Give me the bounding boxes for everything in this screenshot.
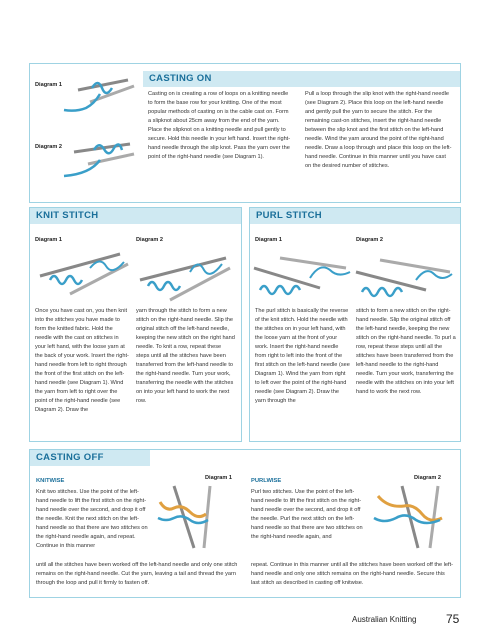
diagram-2-label: Diagram 2 xyxy=(35,144,63,150)
knit-stitch-title: KNIT STITCH xyxy=(36,210,99,221)
knit-stitch-diagrams xyxy=(30,228,241,318)
purl-stitch-title: PURL STITCH xyxy=(256,210,322,221)
knitwise-heading: KNITWISE xyxy=(36,478,65,484)
casting-off-title-bar xyxy=(30,450,150,466)
knit-stitch-title-bar xyxy=(30,208,241,224)
diagram-1-label: Diagram 1 xyxy=(35,82,63,88)
purl-diagram-2-label: Diagram 2 xyxy=(356,237,384,243)
purlwise-diagram xyxy=(368,482,458,552)
knitwise-text: Knit two stitches. Use the point of the left-hand needle to lift the first stitch on the right-hand needle over the second, and drop it off the needle. Knit the next stitch on the left-hand needle so that there are two stitches on the right-hand needle again, and repeat. Continue in this manner xyxy=(36,489,148,549)
purl-stitch-col1: The purl stitch is basically the reverse of the knit stitch. Hold the needle with the stitches on in your left hand, with the loose yarn at the front of your work. Insert the right-hand needle from right to left into the front of the first stitch on the left-hand needle (see Diagram 1). Wind the yarn from right to left over the point of the right-hand needle (see Diagram 2). Draw the yarn through the xyxy=(255,308,350,404)
casting-on-col2: Pull a loop through the slip knot with the right-hand needle (see Diagram 2). Place this loop on the left-hand needle and gently pull the yarn to secure the stitch. For the remaining cast-on stitches, insert the right-hand needle between the slip knot and the first stitch on the left-hand needle. Wind the yarn around the point of the right-hand needle. Draw a loop through and place this loop on the left-hand needle. Continue in this manner until you have cast on the desired number of stitches. xyxy=(305,91,452,169)
knit-diagram-1-label: Diagram 1 xyxy=(35,237,63,243)
purlwise-text-full: repeat. Continue in this manner until all the stitches have been worked off the left-hand needle and only one stitch remains on the right-hand needle. Secure this last stitch as described in casting off knitwise. xyxy=(251,562,454,586)
knit-stitch-col2: yarn through the stitch to form a new stitch on the right-hand needle. Slip the original stitch off the left-hand needle, keeping the new stitch on the right hand needle. To knit a row, repeat these steps until all the stitches have been transferred from the left-hand needle to the right-hand needle. Turn your work, transferring the needle with the stitches on into your left hand to work the next row. xyxy=(136,308,235,404)
knit-stitch-col1: Once you have cast on, you then knit into the stitches you have made to form the knitted fabric. Hold the needle with the cast on stitches in your left hand, with the loose yarn at the back of your work. Insert the right-hand needle from left to right through the front of the first stitch on the left-hand needle (see Diagram 1). Wind the yarn from left to right over the point of the right-hand needle (see Diagram 2). Draw the xyxy=(35,308,129,413)
casting-on-title-bar xyxy=(143,71,460,87)
page-number: 75 xyxy=(446,612,460,626)
casting-on-col1: Casting on is creating a row of loops on a knitting needle to form the base row for your knitting. One of the most popular methods of casting on is the cable cast on. Form a slipknot about 25cm away from the end of the yarn. Place the slipknot on a knitting needle and pull gently to secure. Hold this needle in your left hand. Insert the right-hand needle through the slip knot. Pass the yarn over the point of the right-hand needle (see Diagram 1). xyxy=(148,91,291,160)
footer-title: Australian Knitting xyxy=(352,615,417,624)
knitwise-diagram xyxy=(154,482,244,552)
purl-stitch-diagrams xyxy=(250,228,460,318)
purl-stitch-panel xyxy=(249,207,461,442)
casting-off-panel xyxy=(29,449,461,598)
knit-diagram-2-label: Diagram 2 xyxy=(136,237,164,243)
purlwise-diagram-2-label: Diagram 2 xyxy=(414,475,442,481)
casting-off-title: CASTING OFF xyxy=(36,452,104,463)
purlwise-text: Purl two stitches. Use the point of the left-hand needle to lift the first stitch on the right-hand needle over the second, and drop it off the needle. Purl the next stitch on the left-hand needle so that there are two stitches on the right-hand needle again, and xyxy=(251,489,363,540)
purl-stitch-title-bar xyxy=(250,208,460,224)
purlwise-heading: PURLWISE xyxy=(251,478,282,484)
purl-stitch-col2: stitch to form a new stitch on the right-hand needle. Slip the original stitch off the left-hand needle, keeping the new stitch on the right-hand needle. To purl a row, repeat these steps until all the stitches have been transferred from the left-hand needle to the right-hand needle. Turn your work, transferring the needle with the stitches on into your left hand to work the next row. xyxy=(356,308,456,395)
knitwise-text-full: until all the stitches have been worked off the left-hand needle and only one stitch remains on the right-hand needle. Cut the yarn, leaving a tail and thread the yarn through the loop and pull it firmly to fasten off. xyxy=(36,562,238,586)
purl-diagram-1-label: Diagram 1 xyxy=(255,237,283,243)
knit-stitch-panel xyxy=(29,207,242,442)
casting-on-panel xyxy=(29,63,461,203)
casting-on-title: CASTING ON xyxy=(149,73,212,84)
knitwise-diagram-1-label: Diagram 1 xyxy=(205,475,233,481)
